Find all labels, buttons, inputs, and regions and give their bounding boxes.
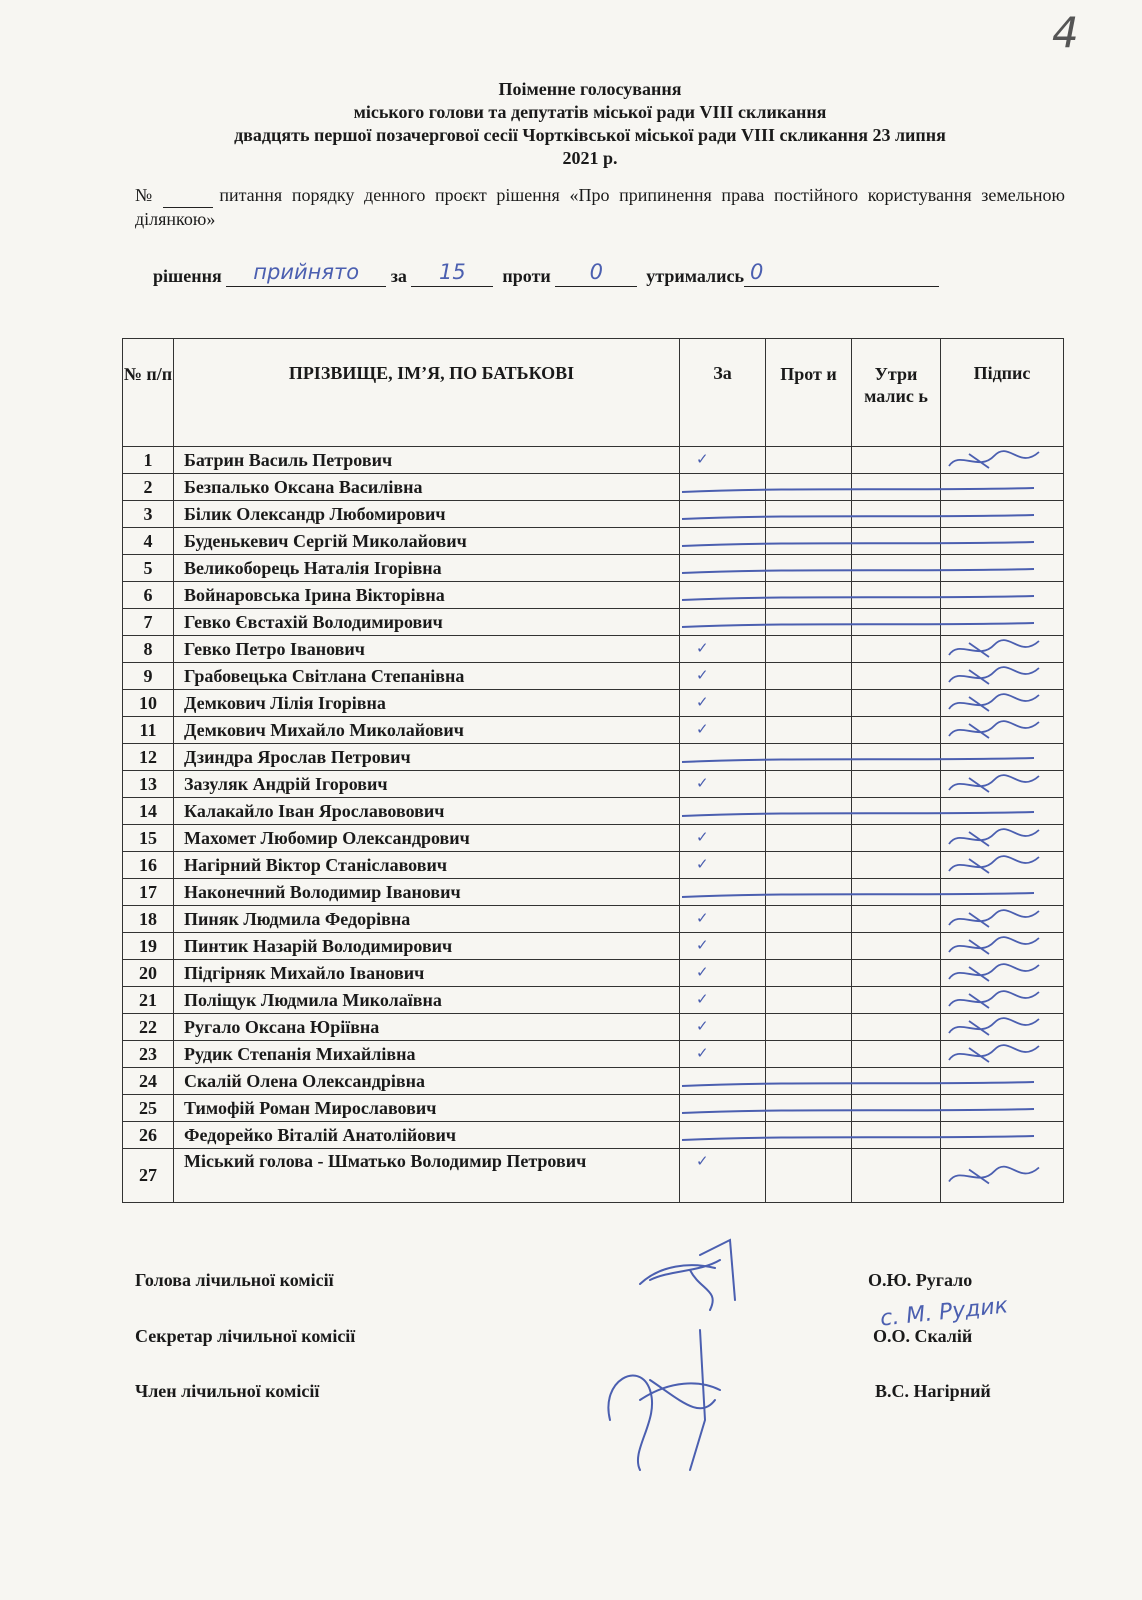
chair-signature-icon bbox=[640, 1240, 735, 1310]
row-name: Демкович Михайло Миколайович bbox=[174, 717, 680, 744]
for-count-value: 15 bbox=[439, 260, 466, 284]
row-for-cell bbox=[680, 879, 766, 906]
row-number: 4 bbox=[123, 528, 174, 555]
agenda-prefix: № bbox=[135, 185, 158, 205]
row-number: 15 bbox=[123, 825, 174, 852]
row-number: 7 bbox=[123, 609, 174, 636]
row-abstained-cell bbox=[852, 1014, 941, 1041]
row-abstained-cell bbox=[852, 447, 941, 474]
row-for-cell bbox=[680, 960, 766, 987]
row-for-cell bbox=[680, 555, 766, 582]
decision-result-value: прийнято bbox=[253, 260, 360, 284]
row-abstained-cell bbox=[852, 1095, 941, 1122]
row-signature-cell bbox=[941, 1041, 1064, 1068]
for-count-field bbox=[411, 260, 493, 287]
row-abstained-cell bbox=[852, 879, 941, 906]
table-row bbox=[123, 879, 1064, 906]
row-name: Нагірний Віктор Станіславович bbox=[174, 852, 680, 879]
vote-check-icon: ✓ bbox=[696, 830, 709, 846]
table-row bbox=[123, 825, 1064, 852]
table-row bbox=[123, 771, 1064, 798]
row-for-cell bbox=[680, 906, 766, 933]
row-for-cell bbox=[680, 717, 766, 744]
decision-label: рішення bbox=[153, 266, 222, 286]
row-signature-cell bbox=[941, 933, 1064, 960]
row-abstained-cell bbox=[852, 771, 941, 798]
row-for-cell bbox=[680, 1122, 766, 1149]
page-number: 4 bbox=[1052, 8, 1079, 57]
row-number: 19 bbox=[123, 933, 174, 960]
row-signature-cell bbox=[941, 555, 1064, 582]
row-abstained-cell bbox=[852, 798, 941, 825]
row-number: 11 bbox=[123, 717, 174, 744]
row-against-cell bbox=[766, 582, 852, 609]
row-against-cell bbox=[766, 555, 852, 582]
row-abstained-cell bbox=[852, 663, 941, 690]
row-abstained-cell bbox=[852, 636, 941, 663]
vote-check-icon: ✓ bbox=[696, 1019, 709, 1035]
table-row bbox=[123, 663, 1064, 690]
row-against-cell bbox=[766, 879, 852, 906]
vote-check-icon: ✓ bbox=[696, 965, 709, 981]
table-row bbox=[123, 1149, 1064, 1203]
row-for-cell bbox=[680, 744, 766, 771]
row-abstained-cell bbox=[852, 555, 941, 582]
row-for-cell bbox=[680, 852, 766, 879]
row-number: 16 bbox=[123, 852, 174, 879]
row-name: Зазуляк Андрій Ігорович bbox=[174, 771, 680, 798]
row-signature-cell bbox=[941, 582, 1064, 609]
row-number: 21 bbox=[123, 987, 174, 1014]
header-signature: Підпис bbox=[941, 339, 1064, 447]
row-abstained-cell bbox=[852, 906, 941, 933]
row-number: 1 bbox=[123, 447, 174, 474]
row-abstained-cell bbox=[852, 1122, 941, 1149]
decision-line bbox=[153, 260, 939, 287]
row-against-cell bbox=[766, 717, 852, 744]
row-against-cell bbox=[766, 636, 852, 663]
row-for-cell bbox=[680, 528, 766, 555]
row-number: 8 bbox=[123, 636, 174, 663]
row-number: 24 bbox=[123, 1068, 174, 1095]
vote-check-icon: ✓ bbox=[696, 1154, 709, 1170]
row-against-cell bbox=[766, 501, 852, 528]
vote-check-icon: ✓ bbox=[696, 641, 709, 657]
abstained-count-value: 0 bbox=[750, 260, 764, 284]
row-signature-cell bbox=[941, 609, 1064, 636]
row-against-cell bbox=[766, 1014, 852, 1041]
row-against-cell bbox=[766, 906, 852, 933]
row-signature-cell bbox=[941, 1122, 1064, 1149]
row-number: 6 bbox=[123, 582, 174, 609]
table-row bbox=[123, 690, 1064, 717]
row-name: Калакайло Іван Ярославовович bbox=[174, 798, 680, 825]
row-number: 14 bbox=[123, 798, 174, 825]
abstained-label: утримались bbox=[646, 266, 744, 286]
vote-check-icon: ✓ bbox=[696, 857, 709, 873]
header-abstained: Утри малис ь bbox=[852, 339, 941, 447]
table-row bbox=[123, 960, 1064, 987]
vote-check-icon: ✓ bbox=[696, 911, 709, 927]
row-for-cell bbox=[680, 1041, 766, 1068]
abstained-count-field bbox=[744, 260, 939, 287]
row-signature-cell bbox=[941, 798, 1064, 825]
row-against-cell bbox=[766, 1068, 852, 1095]
row-abstained-cell bbox=[852, 933, 941, 960]
row-abstained-cell bbox=[852, 609, 941, 636]
row-name: Підгірняк Михайло Іванович bbox=[174, 960, 680, 987]
row-for-cell bbox=[680, 474, 766, 501]
row-name: Махомет Любомир Олександрович bbox=[174, 825, 680, 852]
row-for-cell bbox=[680, 636, 766, 663]
row-for-cell bbox=[680, 1068, 766, 1095]
row-signature-cell bbox=[941, 960, 1064, 987]
chair-name: О.Ю. Ругало bbox=[868, 1270, 973, 1290]
row-against-cell bbox=[766, 690, 852, 717]
row-abstained-cell bbox=[852, 582, 941, 609]
row-abstained-cell bbox=[852, 744, 941, 771]
for-label: за bbox=[390, 266, 407, 286]
row-signature-cell bbox=[941, 852, 1064, 879]
row-for-cell bbox=[680, 582, 766, 609]
row-number: 2 bbox=[123, 474, 174, 501]
row-number: 18 bbox=[123, 906, 174, 933]
row-abstained-cell bbox=[852, 825, 941, 852]
row-signature-cell bbox=[941, 717, 1064, 744]
header-name: ПРІЗВИЩЕ, ІМ’Я, ПО БАТЬКОВІ bbox=[174, 339, 680, 447]
vote-check-icon: ✓ bbox=[696, 1046, 709, 1062]
row-abstained-cell bbox=[852, 1068, 941, 1095]
vote-check-icon: ✓ bbox=[696, 695, 709, 711]
table-row bbox=[123, 474, 1064, 501]
against-count-field bbox=[555, 260, 637, 287]
row-name: Безпалько Оксана Василівна bbox=[174, 474, 680, 501]
row-against-cell bbox=[766, 825, 852, 852]
table-row bbox=[123, 582, 1064, 609]
row-against-cell bbox=[766, 771, 852, 798]
agenda-item bbox=[135, 184, 1065, 231]
vote-check-icon: ✓ bbox=[696, 776, 709, 792]
row-number: 23 bbox=[123, 1041, 174, 1068]
row-for-cell bbox=[680, 690, 766, 717]
row-name: Ругало Оксана Юріївна bbox=[174, 1014, 680, 1041]
row-abstained-cell bbox=[852, 987, 941, 1014]
row-signature-cell bbox=[941, 1068, 1064, 1095]
table-row bbox=[123, 555, 1064, 582]
decision-result-field bbox=[226, 260, 386, 287]
row-name: Міський голова - Шматько Володимир Петрович bbox=[174, 1149, 680, 1203]
table-row bbox=[123, 933, 1064, 960]
table-row bbox=[123, 798, 1064, 825]
row-number: 22 bbox=[123, 1014, 174, 1041]
row-name: Великоборець Наталія Ігорівна bbox=[174, 555, 680, 582]
against-label: проти bbox=[502, 266, 551, 286]
row-abstained-cell bbox=[852, 960, 941, 987]
row-signature-cell bbox=[941, 447, 1064, 474]
table-row bbox=[123, 447, 1064, 474]
row-name: Войнаровська Ірина Вікторівна bbox=[174, 582, 680, 609]
row-number: 10 bbox=[123, 690, 174, 717]
secretary-label: Секретар лічильної комісії bbox=[135, 1326, 356, 1346]
row-name: Пинтик Назарій Володимирович bbox=[174, 933, 680, 960]
against-count-value: 0 bbox=[589, 260, 603, 284]
row-signature-cell bbox=[941, 825, 1064, 852]
handwritten-note: с. М. Рудик bbox=[879, 1293, 1010, 1332]
row-name: Рудик Степанія Михайлівна bbox=[174, 1041, 680, 1068]
row-signature-cell bbox=[941, 1149, 1064, 1203]
member-name: В.С. Нагірний bbox=[875, 1381, 991, 1401]
agenda-text: питання порядку денного проєкт рішення «Про припинення права постійного користування земельною ділянкою» bbox=[135, 185, 1065, 229]
row-for-cell bbox=[680, 501, 766, 528]
row-signature-cell bbox=[941, 690, 1064, 717]
row-against-cell bbox=[766, 1041, 852, 1068]
table-row bbox=[123, 987, 1064, 1014]
row-number: 9 bbox=[123, 663, 174, 690]
row-signature-cell bbox=[941, 636, 1064, 663]
row-signature-cell bbox=[941, 879, 1064, 906]
row-for-cell bbox=[680, 933, 766, 960]
row-for-cell bbox=[680, 609, 766, 636]
row-for-cell bbox=[680, 663, 766, 690]
table-row bbox=[123, 1041, 1064, 1068]
vote-check-icon: ✓ bbox=[696, 938, 709, 954]
row-number: 3 bbox=[123, 501, 174, 528]
row-number: 13 bbox=[123, 771, 174, 798]
table-row bbox=[123, 744, 1064, 771]
row-number: 12 bbox=[123, 744, 174, 771]
row-for-cell bbox=[680, 987, 766, 1014]
table-row bbox=[123, 609, 1064, 636]
table-body bbox=[123, 447, 1064, 1203]
row-signature-cell bbox=[941, 987, 1064, 1014]
row-abstained-cell bbox=[852, 1149, 941, 1203]
row-for-cell bbox=[680, 1149, 766, 1203]
row-number: 26 bbox=[123, 1122, 174, 1149]
row-against-cell bbox=[766, 1122, 852, 1149]
title-line-1: Поіменне голосування bbox=[498, 79, 682, 99]
table-row bbox=[123, 906, 1064, 933]
table-row bbox=[123, 1122, 1064, 1149]
agenda-number-blank bbox=[163, 184, 213, 208]
row-against-cell bbox=[766, 447, 852, 474]
member-label: Член лічильної комісії bbox=[135, 1381, 320, 1401]
row-name: Федорейко Віталій Анатолійович bbox=[174, 1122, 680, 1149]
row-name: Буденькевич Сергій Миколайович bbox=[174, 528, 680, 555]
row-for-cell bbox=[680, 771, 766, 798]
row-name: Наконечний Володимир Іванович bbox=[174, 879, 680, 906]
row-signature-cell bbox=[941, 744, 1064, 771]
roll-call-table bbox=[122, 338, 1064, 1203]
row-against-cell bbox=[766, 1095, 852, 1122]
vote-check-icon: ✓ bbox=[696, 668, 709, 684]
row-abstained-cell bbox=[852, 474, 941, 501]
header-number: № п/п bbox=[123, 339, 174, 447]
row-number: 17 bbox=[123, 879, 174, 906]
vote-check-icon: ✓ bbox=[696, 722, 709, 738]
document-title bbox=[130, 78, 1050, 170]
table-header-row bbox=[123, 339, 1064, 447]
row-against-cell bbox=[766, 744, 852, 771]
member-signature-icon bbox=[608, 1330, 720, 1470]
table-row bbox=[123, 528, 1064, 555]
table-row bbox=[123, 636, 1064, 663]
header-against: Прот и bbox=[766, 339, 852, 447]
secretary-name: О.О. Скалій bbox=[873, 1326, 973, 1346]
row-signature-cell bbox=[941, 906, 1064, 933]
row-for-cell bbox=[680, 825, 766, 852]
row-signature-cell bbox=[941, 501, 1064, 528]
row-name: Дзиндра Ярослав Петрович bbox=[174, 744, 680, 771]
table-row bbox=[123, 501, 1064, 528]
table-row bbox=[123, 1014, 1064, 1041]
row-abstained-cell bbox=[852, 501, 941, 528]
row-abstained-cell bbox=[852, 1041, 941, 1068]
chair-label: Голова лічильної комісії bbox=[135, 1270, 334, 1290]
row-name: Скалій Олена Олександрівна bbox=[174, 1068, 680, 1095]
table-row bbox=[123, 852, 1064, 879]
header-for: За bbox=[680, 339, 766, 447]
row-signature-cell bbox=[941, 663, 1064, 690]
row-name: Грабовецька Світлана Степанівна bbox=[174, 663, 680, 690]
row-number: 25 bbox=[123, 1095, 174, 1122]
row-abstained-cell bbox=[852, 717, 941, 744]
table-row bbox=[123, 1095, 1064, 1122]
vote-check-icon: ✓ bbox=[696, 992, 709, 1008]
row-name: Білик Олександр Любомирович bbox=[174, 501, 680, 528]
row-for-cell bbox=[680, 1014, 766, 1041]
row-against-cell bbox=[766, 852, 852, 879]
row-name: Гевко Петро Іванович bbox=[174, 636, 680, 663]
row-number: 20 bbox=[123, 960, 174, 987]
vote-check-icon: ✓ bbox=[696, 452, 709, 468]
row-against-cell bbox=[766, 798, 852, 825]
row-abstained-cell bbox=[852, 852, 941, 879]
row-name: Батрин Василь Петрович bbox=[174, 447, 680, 474]
row-for-cell bbox=[680, 1095, 766, 1122]
title-line-3: двадцять першої позачергової сесії Чортківської міської ради VIII скликання 23 липня bbox=[234, 125, 946, 145]
row-against-cell bbox=[766, 663, 852, 690]
row-against-cell bbox=[766, 1149, 852, 1203]
row-signature-cell bbox=[941, 1095, 1064, 1122]
row-number: 5 bbox=[123, 555, 174, 582]
row-for-cell bbox=[680, 447, 766, 474]
row-for-cell bbox=[680, 798, 766, 825]
row-name: Гевко Євстахій Володимирович bbox=[174, 609, 680, 636]
row-signature-cell bbox=[941, 474, 1064, 501]
row-signature-cell bbox=[941, 1014, 1064, 1041]
row-signature-cell bbox=[941, 528, 1064, 555]
row-abstained-cell bbox=[852, 690, 941, 717]
row-against-cell bbox=[766, 474, 852, 501]
row-name: Пиняк Людмила Федорівна bbox=[174, 906, 680, 933]
row-number: 27 bbox=[123, 1149, 174, 1203]
row-against-cell bbox=[766, 987, 852, 1014]
row-name: Демкович Лілія Ігорівна bbox=[174, 690, 680, 717]
row-against-cell bbox=[766, 933, 852, 960]
row-against-cell bbox=[766, 528, 852, 555]
title-line-4: 2021 р. bbox=[562, 148, 618, 168]
row-abstained-cell bbox=[852, 528, 941, 555]
title-line-2: міського голови та депутатів міської ради VIII скликання bbox=[353, 102, 827, 122]
row-against-cell bbox=[766, 609, 852, 636]
table-row bbox=[123, 717, 1064, 744]
row-against-cell bbox=[766, 960, 852, 987]
row-name: Поліщук Людмила Миколаївна bbox=[174, 987, 680, 1014]
row-name: Тимофій Роман Мирославович bbox=[174, 1095, 680, 1122]
row-signature-cell bbox=[941, 771, 1064, 798]
table-row bbox=[123, 1068, 1064, 1095]
